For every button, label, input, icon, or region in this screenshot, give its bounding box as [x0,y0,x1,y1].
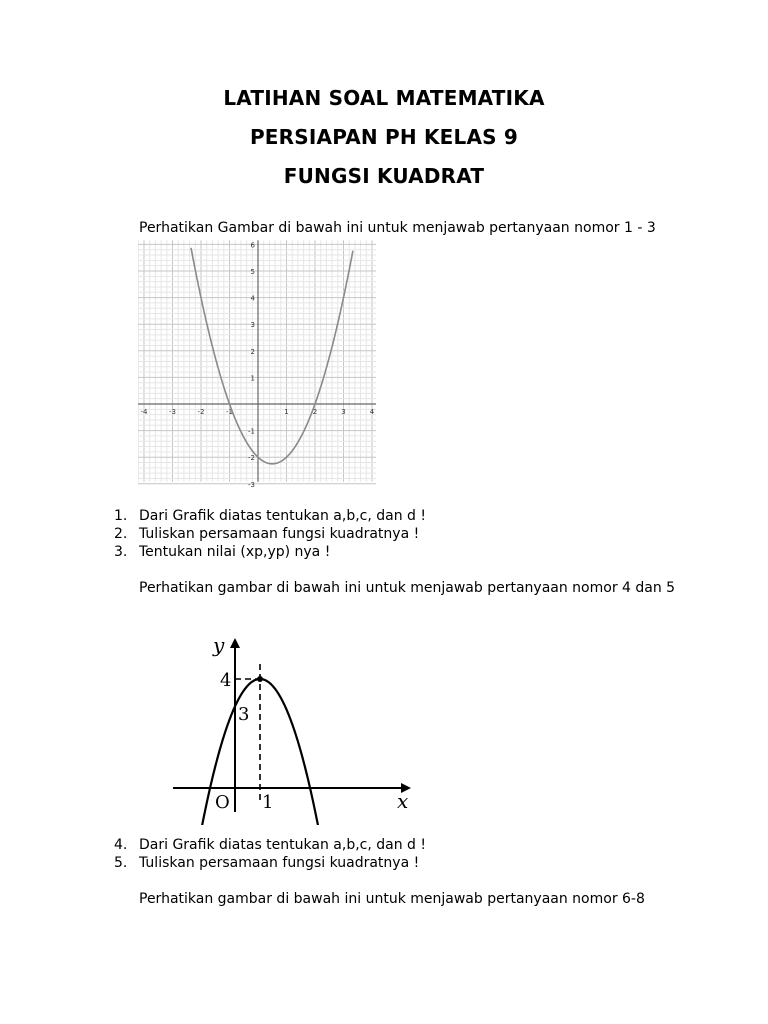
question-list-2 [114,836,426,872]
x-tick-label: 1 [284,408,289,416]
graph-1-grid [138,240,376,483]
question-text: Dari Grafik diatas tentukan a,b,c, dan d ! [139,508,426,524]
x-tick-label: -2 [197,408,205,416]
list-item [114,854,426,872]
page-title: LATIHAN SOAL MATEMATIKA [223,86,545,110]
x-tick-label: 2 [312,408,318,416]
question-text: Tuliskan persamaan fungsi kuadratnya ! [139,526,420,542]
y-tick-label: 2 [250,347,255,356]
x-axis-label: x [397,789,409,813]
y-tick-label: -2 [248,454,255,463]
vertex-point [257,676,263,682]
question-text: Tuliskan persamaan fungsi kuadratnya ! [139,855,420,871]
question-number: 3. [114,544,128,560]
y-tick-label: 3 [250,321,255,330]
vertex-x-label: 1 [262,792,274,813]
y-tick-label: 4 [250,294,255,303]
instruction-3: Perhatikan gambar di bawah ini untuk menjawab pertanyaan nomor 6-8 [139,891,645,907]
instruction-2: Perhatikan gambar di bawah ini untuk menjawab pertanyaan nomor 4 dan 5 [139,580,676,596]
origin-label: O [215,792,230,813]
list-item [114,543,426,561]
question-number: 5. [114,855,128,871]
y-tick-label: 6 [250,241,255,250]
graph-1 [138,236,380,490]
y-tick-label: 1 [250,374,255,383]
x-tick-label: -3 [169,408,176,416]
question-list-1 [114,507,426,561]
question-number: 4. [114,837,128,853]
y-tick-label: -3 [248,480,255,489]
x-tick-label: -1 [226,408,233,416]
topic-title: FUNGSI KUADRAT [283,164,485,188]
question-text: Dari Grafik diatas tentukan a,b,c, dan d ! [139,837,426,853]
page-subtitle: PERSIAPAN PH KELAS 9 [249,125,519,149]
x-tick-label: -4 [140,408,148,416]
question-number: 2. [114,526,128,542]
question-text: Tentukan nilai (xp,yp) nya ! [139,544,331,560]
x-tick-label: 3 [341,408,346,416]
y-axis-label: y [213,633,225,657]
question-number: 1. [114,508,128,524]
y-tick-label: 5 [250,268,255,276]
list-item [114,507,426,525]
list-item [114,525,426,543]
y-tick-label: -1 [248,427,255,436]
graph-2 [165,630,420,825]
x-tick-label: 4 [369,408,375,416]
list-item [114,836,426,854]
vertex-y-label: 4 [220,670,232,691]
intercept-y-label: 3 [238,704,250,725]
instruction-1: Perhatikan Gambar di bawah ini untuk menjawab pertanyaan nomor 1 - 3 [139,220,656,236]
